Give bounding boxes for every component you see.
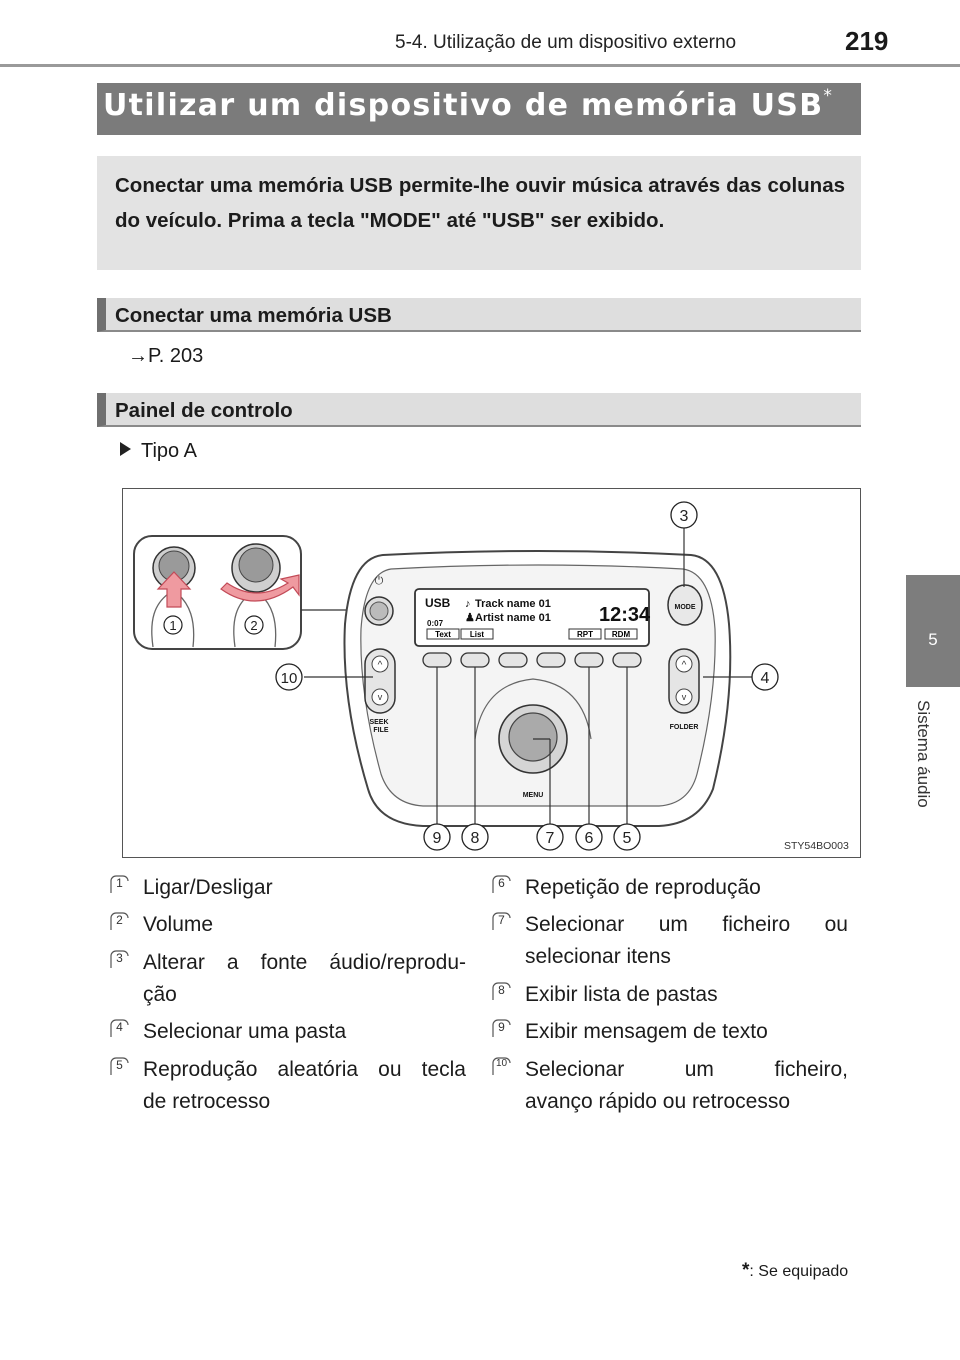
legend-text-4: Selecionar uma pasta [143, 1020, 347, 1043]
screen-artist: Artist name 01 [475, 612, 551, 624]
type-label-text: Tipo A [141, 440, 197, 462]
callout-8: 8 [470, 830, 480, 847]
control-panel-figure [122, 488, 861, 858]
inset-knobs [134, 536, 363, 649]
svg-text:v: v [681, 692, 687, 702]
callout-7: 7 [545, 830, 555, 847]
screen-elapsed: 0:07 [427, 619, 444, 628]
legend-num-8: 8 [492, 982, 511, 1001]
mode-label: MODE [674, 604, 696, 611]
chapter-tab-number: 5 [928, 630, 938, 649]
legend-text-3-line2: ção [143, 983, 177, 1006]
triangle-bullet-icon [120, 442, 131, 456]
legend-text-3-line1: Alterar a fonte áudio/reprodu- [143, 951, 466, 974]
legend-text-2: Volume [143, 913, 214, 936]
legend-text-10-line1: Selecionar um ficheiro, [525, 1058, 848, 1081]
svg-text:^: ^ [377, 660, 383, 671]
legend-text-6: Repetição de reprodução [525, 876, 761, 899]
legend-text-10-line2: avanço rápido ou retrocesso [525, 1090, 790, 1113]
callout-4: 4 [760, 670, 770, 687]
type-label [120, 440, 197, 463]
screen-track: Track name 01 [475, 598, 551, 610]
subheading-panel: Painel de controlo [115, 399, 293, 422]
callout-10: 10 [280, 670, 298, 687]
legend-num-10: 10 [492, 1057, 511, 1076]
legend-text-7-line1: Selecionar um ficheiro ou [525, 913, 848, 936]
legend-num-7: 7 [492, 912, 511, 931]
legend-num-4: 4 [110, 1019, 129, 1038]
footnote-star: * [742, 1260, 750, 1281]
callout-1-inset: 1 [169, 618, 177, 633]
chapter-tab-label: Sistema áudio [914, 700, 933, 808]
menu-label: MENU [522, 792, 544, 799]
screen-btn-rpt: RPT [577, 630, 593, 639]
svg-text:♟: ♟ [465, 612, 475, 624]
svg-text:v: v [377, 692, 383, 702]
svg-text:^: ^ [681, 660, 687, 671]
title-asterisk: * [823, 86, 834, 106]
file-label: FILE [373, 727, 389, 734]
callout-3: 3 [679, 508, 689, 525]
page-reference-link[interactable]: →P. 203 [128, 345, 204, 367]
legend-num-3: 3 [110, 950, 129, 969]
legend-num-5: 5 [110, 1057, 129, 1076]
legend-text-5-line1: Reprodução aleatória ou tecla [143, 1058, 466, 1081]
screen-btn-rdm: RDM [611, 630, 631, 639]
screen-btn-list: List [469, 630, 485, 639]
figure-code: STY54BO003 [784, 840, 849, 852]
legend-num-2: 2 [110, 912, 129, 931]
callout-6: 6 [584, 830, 594, 847]
folder-label: FOLDER [669, 724, 699, 731]
section-header: 5-4. Utilização de um dispositivo externo [395, 32, 737, 53]
legend-text-7-line2: selecionar itens [525, 945, 671, 968]
header-rule [0, 64, 960, 67]
callout-5: 5 [622, 830, 632, 847]
power-icon: ⏻ [374, 575, 384, 587]
legend-num-6: 6 [492, 875, 511, 894]
seek-label: SEEK [369, 719, 389, 726]
screen-source: USB [425, 596, 451, 610]
legend-text-1: Ligar/Desligar [143, 876, 273, 899]
legend-text-8: Exibir lista de pastas [525, 983, 718, 1006]
footnote-text: : Se equipado [749, 1263, 849, 1280]
page-number: 219 [845, 26, 889, 56]
legend-num-9: 9 [492, 1019, 511, 1038]
callout-2-inset: 2 [250, 618, 258, 633]
callout-9: 9 [432, 830, 442, 847]
legend-num-1: 1 [110, 875, 129, 894]
intro-text: Conectar uma memória USB permite-lhe ouvir música através das colunas do veículo. Prima a tecla "MODE" até "USB" ser exibido. [115, 174, 845, 232]
head-unit [344, 551, 730, 826]
page-title [103, 88, 833, 123]
legend-text-9: Exibir mensagem de texto [525, 1020, 768, 1043]
screen-btn-text: Text [435, 630, 451, 639]
subheading-connect: Conectar uma memória USB [115, 304, 392, 327]
screen-time: 12:34 [599, 604, 651, 626]
legend-text-5-line2: de retrocesso [143, 1090, 271, 1113]
svg-text:♪: ♪ [465, 598, 471, 610]
footnote [742, 1260, 848, 1282]
page-title-text: Utilizar um dispositivo de memória USB [103, 88, 824, 123]
